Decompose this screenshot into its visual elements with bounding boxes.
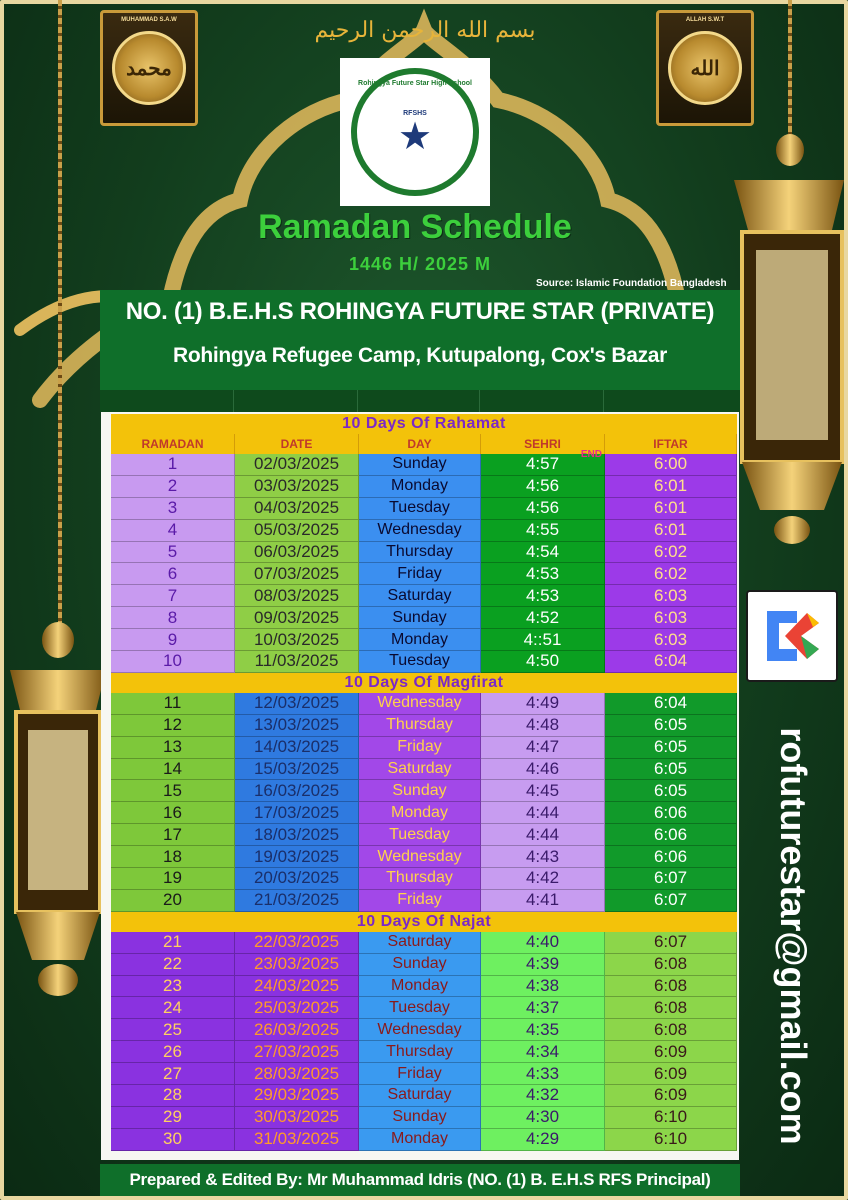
sehri-time: 4:55 [481,520,605,542]
ramadan-day: 2 [111,476,235,498]
ramadan-day: 23 [111,976,235,998]
ramadan-day: 18 [111,846,235,868]
ramadan-day: 10 [111,651,235,673]
sehri-time: 4:44 [481,802,605,824]
iftar-time: 6:08 [605,997,737,1019]
logo-abbreviation: RFSHS [403,109,427,117]
table-row [111,693,737,715]
sehri-time: 4:48 [481,715,605,737]
table-row [111,997,737,1019]
iftar-time: 6:01 [605,476,737,498]
iftar-time: 6:08 [605,1019,737,1041]
iftar-time: 6:09 [605,1041,737,1063]
sehri-time: 4:49 [481,693,605,715]
section-rows [111,454,737,673]
weekday-cell: Monday [359,476,481,498]
sehri-time: 4:50 [481,651,605,673]
weekday-cell: Sunday [359,607,481,629]
sehri-time: 4:43 [481,846,605,868]
weekday-cell: Thursday [359,542,481,564]
iftar-time: 6:06 [605,802,737,824]
col-iftar [605,434,737,454]
sehri-time: 4:54 [481,542,605,564]
date-cell: 18/03/2025 [235,824,359,846]
table-row [111,476,737,498]
ramadan-day: 20 [111,890,235,912]
sehri-time: 4:46 [481,759,605,781]
calligraphy-medallion: محمد [112,31,186,105]
weekday-cell: Saturday [359,585,481,607]
weekday-cell: Sunday [359,954,481,976]
sehri-time: 4:56 [481,476,605,498]
weekday-cell: Saturday [359,1085,481,1107]
date-cell: 13/03/2025 [235,715,359,737]
ramadan-day: 15 [111,780,235,802]
date-cell: 02/03/2025 [235,454,359,476]
table-row [111,542,737,564]
iftar-time: 6:03 [605,629,737,651]
date-cell: 11/03/2025 [235,651,359,673]
col-date [235,434,359,454]
ramadan-day: 28 [111,1085,235,1107]
iftar-time: 6:05 [605,715,737,737]
plaque-caption: ALLAH S.W.T [685,17,725,23]
section-header: 10 Days Of Rahamat [111,414,737,434]
table-row [111,498,737,520]
date-cell: 12/03/2025 [235,693,359,715]
table-row [111,802,737,824]
iftar-time: 6:09 [605,1063,737,1085]
sehri-time: 4:52 [481,607,605,629]
ramadan-day: 27 [111,1063,235,1085]
lantern-chain-right [788,0,792,140]
sehri-time: 4:39 [481,954,605,976]
date-cell: 25/03/2025 [235,997,359,1019]
table-row [111,651,737,673]
table-row [111,607,737,629]
weekday-cell: Sunday [359,1107,481,1129]
table-row [111,932,737,954]
ramadan-day: 6 [111,563,235,585]
col-iftar-label: IFTAR [653,437,688,451]
weekday-cell: Monday [359,1129,481,1151]
table-row [111,868,737,890]
date-cell: 27/03/2025 [235,1041,359,1063]
contact-email: rofuturestar@gmail.com [773,727,814,1145]
ramadan-day: 19 [111,868,235,890]
weekday-cell: Wednesday [359,846,481,868]
section-header: 10 Days Of Magfirat [111,673,737,693]
iftar-time: 6:10 [605,1107,737,1129]
schedule-grid [111,414,737,1151]
date-cell: 19/03/2025 [235,846,359,868]
table-row [111,976,737,998]
date-cell: 20/03/2025 [235,868,359,890]
weekday-cell: Friday [359,563,481,585]
sehri-time: 4:41 [481,890,605,912]
date-cell: 04/03/2025 [235,498,359,520]
iftar-time: 6:03 [605,585,737,607]
iftar-time: 6:04 [605,651,737,673]
col-ramadan-label: RAMADAN [141,437,204,451]
table-row [111,1041,737,1063]
school-name: NO. (1) B.E.H.S ROHINGYA FUTURE STAR (PRIVATE) [125,298,715,325]
iftar-time: 6:06 [605,846,737,868]
ramadan-day: 7 [111,585,235,607]
table-row [111,780,737,802]
ramadan-day: 26 [111,1041,235,1063]
table-row [111,1085,737,1107]
school-logo [340,58,490,206]
table-row [111,520,737,542]
date-cell: 07/03/2025 [235,563,359,585]
date-cell: 22/03/2025 [235,932,359,954]
page-subtitle: 1446 H/ 2025 M [348,254,492,274]
weekday-cell: Wednesday [359,520,481,542]
iftar-time: 6:05 [605,780,737,802]
table-row [111,585,737,607]
sehri-time: 4:37 [481,997,605,1019]
date-cell: 24/03/2025 [235,976,359,998]
iftar-time: 6:01 [605,520,737,542]
weekday-cell: Friday [359,1063,481,1085]
ramadan-day: 12 [111,715,235,737]
school-banner [100,290,740,390]
plaque-muhammad [100,10,198,126]
calligraphy-medallion: الله [668,31,742,105]
col-sehri-label: SEHRI [524,437,561,451]
column-header-row [111,434,737,460]
date-cell: 14/03/2025 [235,737,359,759]
weekday-cell: Sunday [359,454,481,476]
sehri-end-tag: END [580,449,602,460]
sehri-time: 4:29 [481,1129,605,1151]
date-cell: 10/03/2025 [235,629,359,651]
logo-ring [351,68,479,196]
sehri-time: 4:40 [481,932,605,954]
table-row [111,1019,737,1041]
table-row [111,563,737,585]
ramadan-day: 8 [111,607,235,629]
table-row [111,846,737,868]
weekday-cell: Thursday [359,1041,481,1063]
sehri-time: 4:38 [481,976,605,998]
sehri-time: 4:34 [481,1041,605,1063]
iftar-time: 6:02 [605,542,737,564]
sehri-time: 4:57 [481,454,605,476]
sehri-time: 4:44 [481,824,605,846]
iftar-time: 6:03 [605,607,737,629]
date-cell: 31/03/2025 [235,1129,359,1151]
weekday-cell: Friday [359,890,481,912]
ramadan-day: 4 [111,520,235,542]
date-cell: 09/03/2025 [235,607,359,629]
section-rows [111,932,737,1151]
date-cell: 29/03/2025 [235,1085,359,1107]
iftar-time: 6:01 [605,498,737,520]
weekday-cell: Tuesday [359,824,481,846]
date-cell: 21/03/2025 [235,890,359,912]
sehri-time: 4:30 [481,1107,605,1129]
sehri-time: 4:47 [481,737,605,759]
weekday-cell: Saturday [359,759,481,781]
ramadan-day: 29 [111,1107,235,1129]
col-day [359,434,481,454]
table-row [111,824,737,846]
weekday-cell: Tuesday [359,498,481,520]
ramadan-day: 16 [111,802,235,824]
iftar-time: 6:07 [605,890,737,912]
date-cell: 08/03/2025 [235,585,359,607]
weekday-cell: Friday [359,737,481,759]
date-cell: 17/03/2025 [235,802,359,824]
ramadan-day: 9 [111,629,235,651]
col-date-label: DATE [280,437,313,451]
sehri-time: 4:45 [481,780,605,802]
weekday-cell: Tuesday [359,651,481,673]
table-row [111,454,737,476]
schedule-table [101,412,739,1160]
weekday-cell: Sunday [359,780,481,802]
iftar-time: 6:02 [605,563,737,585]
table-row [111,1129,737,1151]
ramadan-day: 24 [111,997,235,1019]
weekday-cell: Monday [359,976,481,998]
col-sehri [481,434,605,460]
date-cell: 15/03/2025 [235,759,359,781]
iftar-time: 6:05 [605,737,737,759]
source-note: Source: Islamic Foundation Bangladesh [536,278,727,289]
sehri-time: 4:35 [481,1019,605,1041]
iftar-time: 6:06 [605,824,737,846]
section-rows [111,693,737,912]
sehri-time: 4:33 [481,1063,605,1085]
ramadan-day: 30 [111,1129,235,1151]
star-icon: ★ [397,115,433,158]
ramadan-day: 3 [111,498,235,520]
iftar-time: 6:00 [605,454,737,476]
sehri-time: 4:42 [481,868,605,890]
table-row [111,954,737,976]
sehri-time: 4:56 [481,498,605,520]
footer-credit: Prepared & Edited By: Mr Muhammad Idris (NO. (1) B. E.H.S RFS Principal) [100,1164,740,1196]
school-location: Rohingya Refugee Camp, Kutupalong, Cox's Bazar [172,344,668,367]
sehri-time: 4:32 [481,1085,605,1107]
ramadan-day: 11 [111,693,235,715]
ramadan-day: 13 [111,737,235,759]
date-cell: 26/03/2025 [235,1019,359,1041]
brand-logo-icon [746,590,838,682]
weekday-cell: Wednesday [359,1019,481,1041]
plaque-allah [656,10,754,126]
page-title: Ramadan Schedule [258,208,572,246]
bismillah-text: بسم الله الرحمن الرحيم [314,18,536,43]
date-cell: 16/03/2025 [235,780,359,802]
table-row [111,737,737,759]
section-header: 10 Days Of Najat [111,912,737,932]
table-row [111,1063,737,1085]
sehri-time: 4:53 [481,563,605,585]
weekday-cell: Thursday [359,715,481,737]
iftar-time: 6:08 [605,976,737,998]
iftar-time: 6:04 [605,693,737,715]
ramadan-day: 25 [111,1019,235,1041]
weekday-cell: Wednesday [359,693,481,715]
date-cell: 30/03/2025 [235,1107,359,1129]
table-row [111,1107,737,1129]
iftar-time: 6:05 [605,759,737,781]
date-cell: 05/03/2025 [235,520,359,542]
logo-school-name: Rohingya Future Star High School [358,80,472,87]
table-row [111,715,737,737]
sehri-time: 4:53 [481,585,605,607]
iftar-time: 6:09 [605,1085,737,1107]
table-row [111,890,737,912]
sehri-time: 4::51 [481,629,605,651]
weekday-cell: Tuesday [359,997,481,1019]
ramadan-day: 5 [111,542,235,564]
date-cell: 06/03/2025 [235,542,359,564]
ramadan-day: 17 [111,824,235,846]
plaque-caption: MUHAMMAD S.A.W [121,17,177,23]
iftar-time: 6:08 [605,954,737,976]
ramadan-day: 21 [111,932,235,954]
table-row [111,759,737,781]
date-cell: 28/03/2025 [235,1063,359,1085]
ramadan-day: 22 [111,954,235,976]
ramadan-day: 1 [111,454,235,476]
iftar-time: 6:10 [605,1129,737,1151]
date-cell: 03/03/2025 [235,476,359,498]
table-row [111,629,737,651]
iftar-time: 6:07 [605,932,737,954]
iftar-time: 6:07 [605,868,737,890]
col-ramadan [111,434,235,454]
weekday-cell: Monday [359,629,481,651]
lantern-chain-left [58,0,62,640]
ramadan-day: 14 [111,759,235,781]
weekday-cell: Thursday [359,868,481,890]
header-strip [100,390,740,412]
weekday-cell: Saturday [359,932,481,954]
date-cell: 23/03/2025 [235,954,359,976]
weekday-cell: Monday [359,802,481,824]
col-day-label: DAY [407,437,432,451]
